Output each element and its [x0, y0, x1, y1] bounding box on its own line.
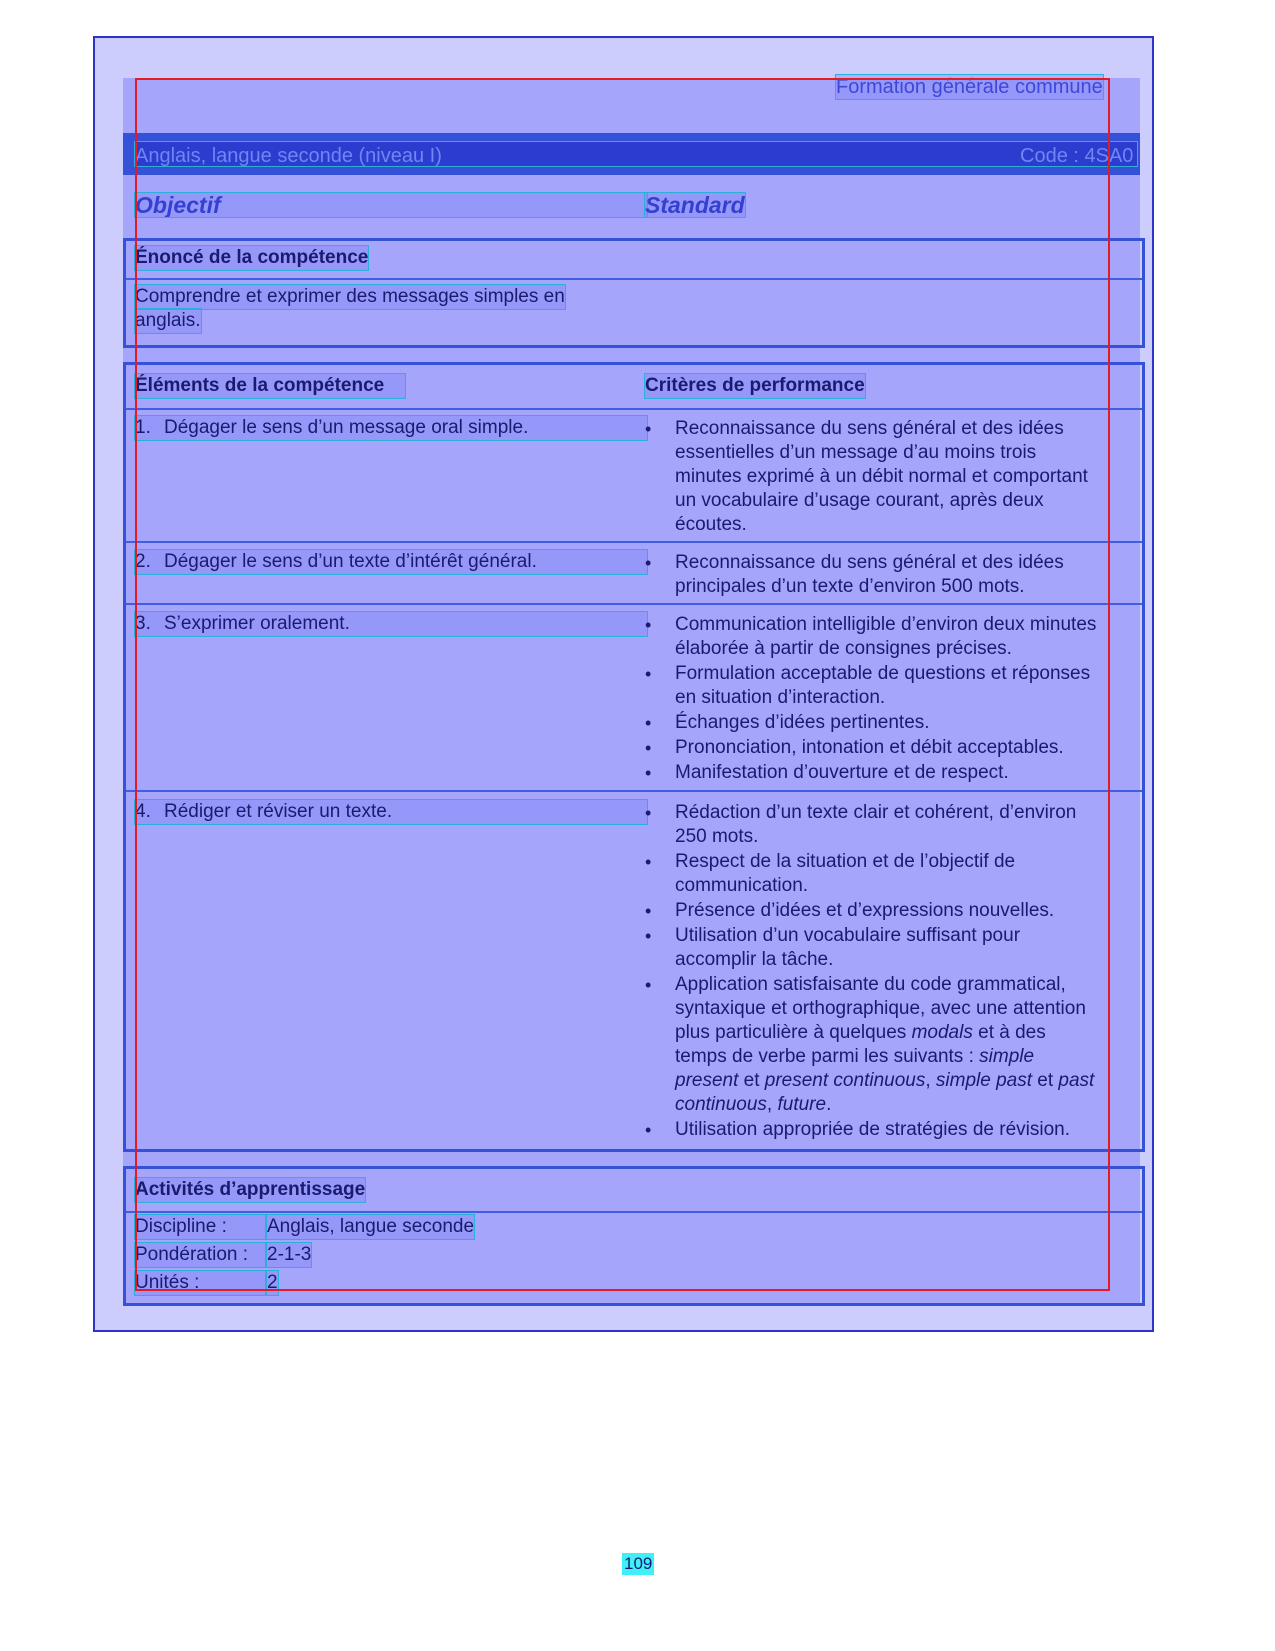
bullet-icon: •: [645, 901, 652, 921]
bullet-icon: •: [645, 975, 652, 995]
element-label: Rédiger et réviser un texte.: [164, 801, 393, 822]
bullet-icon: •: [645, 763, 652, 783]
objectif-heading: Objectif: [135, 193, 647, 217]
standard-heading: Standard: [645, 192, 745, 218]
bullet-icon: •: [645, 1120, 652, 1140]
criterion-3-1: Communication intelligible d’environ deux minutes élaborée à partir de consignes précises.: [675, 614, 1097, 659]
criterion-4-4: Utilisation d’un vocabulaire suffisant pour accomplir la tâche.: [675, 925, 1021, 970]
criterion-4-1: Rédaction d’un texte clair et cohérent, d’environ 250 mots.: [675, 802, 1077, 847]
element-number: 4.: [135, 801, 151, 822]
enonce-text-line2: anglais.: [135, 310, 201, 331]
criterion-3-5: Manifestation d’ouverture et de respect.: [675, 762, 1009, 783]
bullet-icon: •: [645, 419, 652, 439]
bullet-icon: •: [645, 615, 652, 635]
enonce-text-line1: Comprendre et exprimer des messages simples en: [135, 286, 565, 307]
element-label: Dégager le sens d’un texte d’intérêt général.: [164, 551, 537, 572]
criterion-4-6: Utilisation appropriée de stratégies de révision.: [675, 1119, 1070, 1140]
element-number: 2.: [135, 551, 151, 572]
criteres-heading: Critères de performance: [645, 375, 865, 396]
unites-value: 2: [267, 1272, 278, 1293]
bullet-icon: •: [645, 553, 652, 573]
discipline-label: Discipline :: [135, 1215, 265, 1239]
formation-label: Formation générale commune: [836, 76, 1103, 98]
bullet-icon: •: [645, 713, 652, 733]
course-title: Anglais, langue seconde (niveau I): [135, 145, 442, 167]
element-item-3: [135, 612, 647, 636]
element-label: Dégager le sens d’un message oral simple.: [164, 417, 529, 438]
page-number: 109: [624, 1554, 653, 1573]
ponderation-label: Pondération :: [135, 1243, 265, 1267]
bullet-icon: •: [645, 803, 652, 823]
element-number: 3.: [135, 613, 151, 634]
bullet-icon: •: [645, 664, 652, 684]
element-label: S’exprimer oralement.: [164, 613, 350, 634]
criterion-2-1: Reconnaissance du sens général et des idées principales d’un texte d’environ 500 mots.: [675, 552, 1064, 597]
course-code: Code : 4SA0: [1020, 145, 1134, 167]
unites-label: Unités :: [135, 1271, 265, 1295]
criterion-3-2: Formulation acceptable de questions et réponses en situation d’interaction.: [675, 663, 1091, 708]
criterion-3-4: Prononciation, intonation et débit acceptables.: [675, 737, 1064, 758]
element-item-1: [135, 416, 647, 440]
criterion-4-5: Application satisfaisante du code grammatical, syntaxique et orthographique, avec une attention plus particulière à quelques modals et à des temps de verbe parmi les suivants : simple present et present continuous, simple past et past continuous, future.: [675, 974, 1095, 1115]
element-item-2: [135, 550, 647, 574]
element-number: 1.: [135, 417, 151, 438]
criterion-4-3: Présence d’idées et d’expressions nouvelles.: [675, 900, 1055, 921]
bullet-icon: •: [645, 738, 652, 758]
criterion-1-1: Reconnaissance du sens général et des idées essentielles d’un message d’au moins trois minutes exprimé à un débit normal et comportant un vocabulaire d’usage courant, après deux écoutes.: [675, 418, 1088, 535]
elements-heading: Éléments de la compétence: [135, 374, 405, 398]
criterion-3-3: Échanges d’idées pertinentes.: [675, 712, 930, 733]
discipline-value: Anglais, langue seconde: [267, 1216, 475, 1237]
enonce-heading: Énoncé de la compétence: [135, 247, 369, 268]
element-item-4: [135, 800, 647, 824]
bullet-icon: •: [645, 852, 652, 872]
ponderation-value: 2-1-3: [267, 1244, 312, 1265]
criterion-4-2: Respect de la situation et de l’objectif de communication.: [675, 851, 1016, 896]
bullet-icon: •: [645, 926, 652, 946]
activites-heading: Activités d’apprentissage: [135, 1179, 366, 1200]
